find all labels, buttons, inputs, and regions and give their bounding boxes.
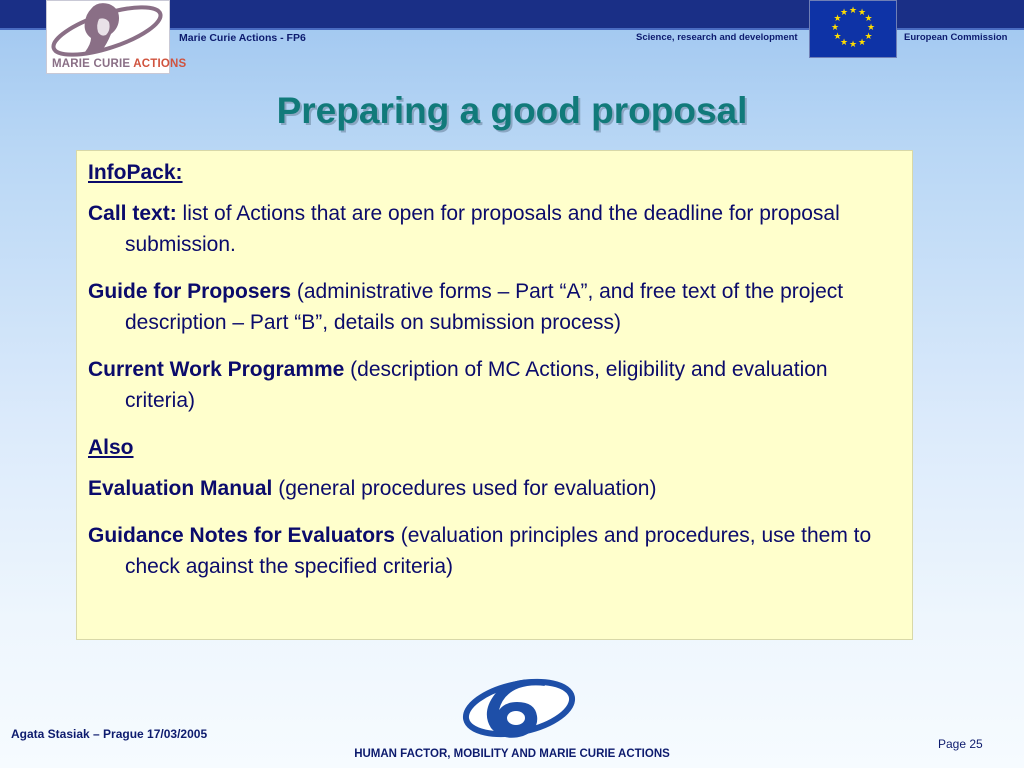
marie-curie-portrait-icon <box>47 1 169 57</box>
svg-text:★: ★ <box>864 32 873 42</box>
list-item: Call text: list of Actions that are open for proposals and the deadline for proposal submission. <box>88 202 840 256</box>
svg-text:★: ★ <box>848 6 858 16</box>
marie-curie-logo <box>46 0 187 74</box>
content-box <box>76 150 913 640</box>
svg-text:★: ★ <box>866 23 876 33</box>
eu-flag <box>809 0 897 58</box>
svg-text:★: ★ <box>833 32 842 42</box>
list-item: Guidance Notes for Evaluators (evaluation principles and procedures, use them to check against the specified criteria) <box>88 524 872 578</box>
svg-text:★: ★ <box>864 14 873 24</box>
eu-stars-icon <box>810 1 896 57</box>
commission-label: European Commission <box>904 32 1008 43</box>
footer-title: HUMAN FACTOR, MOBILITY AND MARIE CURIE ACTIONS <box>354 748 670 760</box>
logo-text: MARIE CURIE ACTIONS <box>52 58 187 70</box>
svg-text:★: ★ <box>830 23 840 33</box>
page-number: Page 25 <box>938 737 983 751</box>
science-label: Science, research and development <box>636 32 798 43</box>
list-item: Current Work Programme (description of MC Actions, eligibility and evaluation criteria) <box>88 358 828 412</box>
infopack-heading: InfoPack: <box>88 161 183 184</box>
also-heading: Also <box>88 436 134 459</box>
svg-text:★: ★ <box>833 14 842 24</box>
svg-text:★: ★ <box>848 40 858 50</box>
svg-text:★: ★ <box>857 8 867 18</box>
svg-text:★: ★ <box>839 8 849 18</box>
author-footer: Agata Stasiak – Prague 17/03/2005 <box>11 727 208 741</box>
slide-title: Preparing a good proposal <box>276 90 748 131</box>
svg-text:★: ★ <box>857 38 867 48</box>
list-item: Guide for Proposers (administrative forms – Part “A”, and free text of the project description – Part “B”, details on submission process) <box>88 280 844 334</box>
programme-label: Marie Curie Actions - FP6 <box>179 32 306 44</box>
svg-text:★: ★ <box>839 38 849 48</box>
list-item: Evaluation Manual (general procedures used for evaluation) <box>88 477 657 500</box>
fp6-logo-icon <box>461 670 577 742</box>
